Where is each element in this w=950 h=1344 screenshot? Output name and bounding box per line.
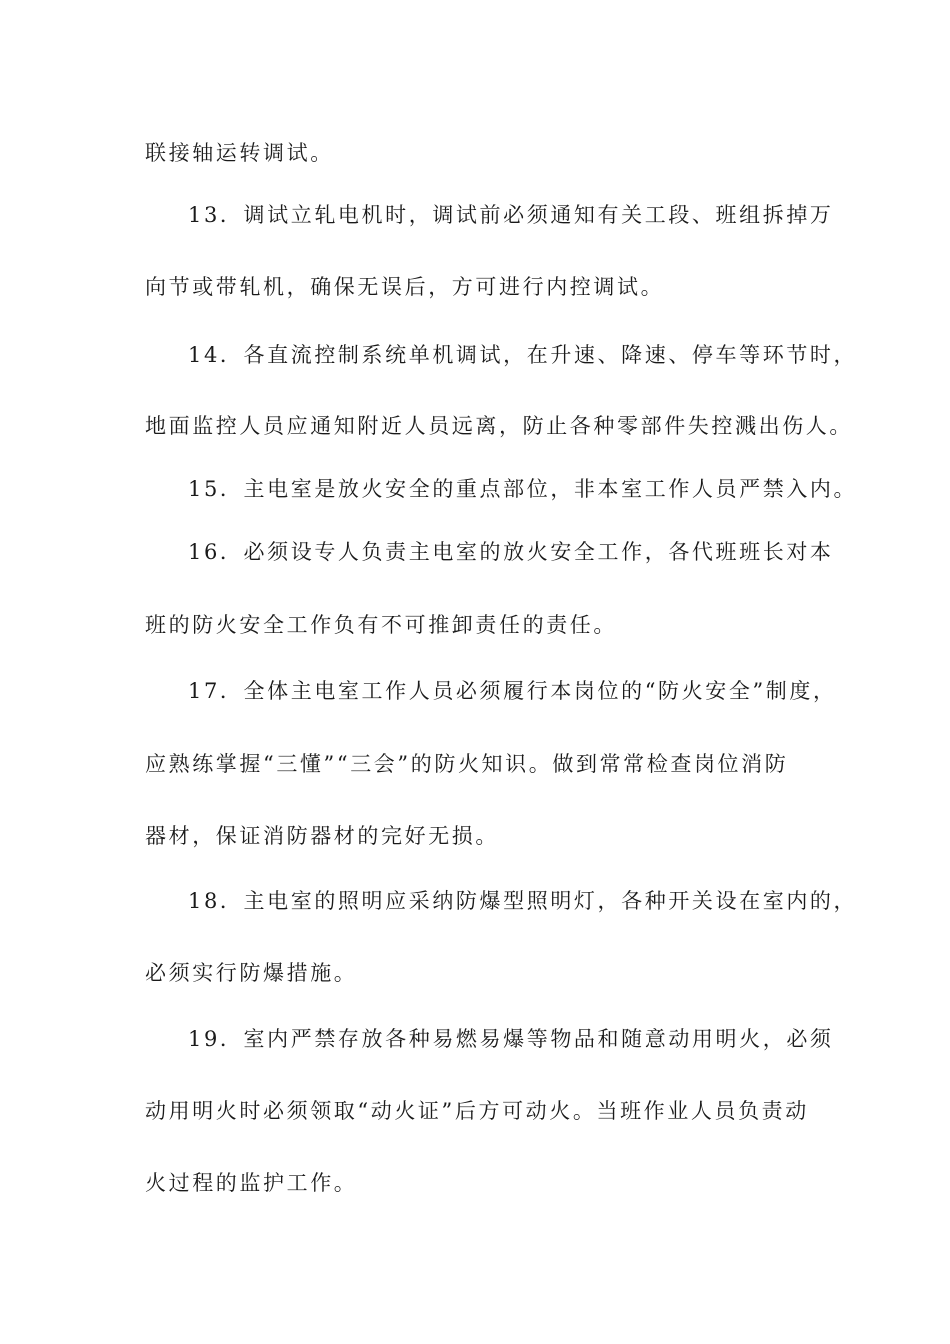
text-line-1: 联接轴运转调试。: [145, 141, 334, 165]
item-16-line-1: 16．必须设专人负责主电室的放火安全工作，各代班班长对本: [188, 540, 834, 564]
item-14-line-1: 14．各直流控制系统单机调试，在升速、降速、停车等环节时，: [188, 343, 858, 367]
item-16-line-2: 班的防火安全工作负有不可推卸责任的责任。: [145, 613, 617, 637]
item-13-line-1: 13．调试立轧电机时，调试前必须通知有关工段、班组拆掉万: [188, 203, 834, 227]
item-18-line-1: 18．主电室的照明应采纳防爆型照明灯，各种开关设在室内的，: [188, 889, 858, 913]
item-17-line-2: 应熟练掌握“三懂”“三会”的防火知识。做到常常检查岗位消防: [145, 752, 789, 776]
item-14-line-2: 地面监控人员应通知附近人员远离，防止各种零部件失控溅出伤人。: [145, 414, 853, 438]
item-15-line-1: 15．主电室是放火安全的重点部位，非本室工作人员严禁入内。: [188, 477, 858, 501]
item-18-line-2: 必须实行防爆措施。: [145, 961, 358, 985]
item-19-line-3: 火过程的监护工作。: [145, 1171, 358, 1195]
item-19-line-2: 动用明火时必须领取“动火证”后方可动火。当班作业人员负责动: [145, 1099, 809, 1123]
item-19-line-1: 19．室内严禁存放各种易燃易爆等物品和随意动用明火，必须: [188, 1027, 834, 1051]
item-13-line-2: 向节或带轧机，确保无误后，方可进行内控调试。: [145, 275, 665, 299]
item-17-line-3: 器材，保证消防器材的完好无损。: [145, 824, 499, 848]
item-17-line-1: 17．全体主电室工作人员必须履行本岗位的“防火安全”制度，: [188, 679, 837, 703]
